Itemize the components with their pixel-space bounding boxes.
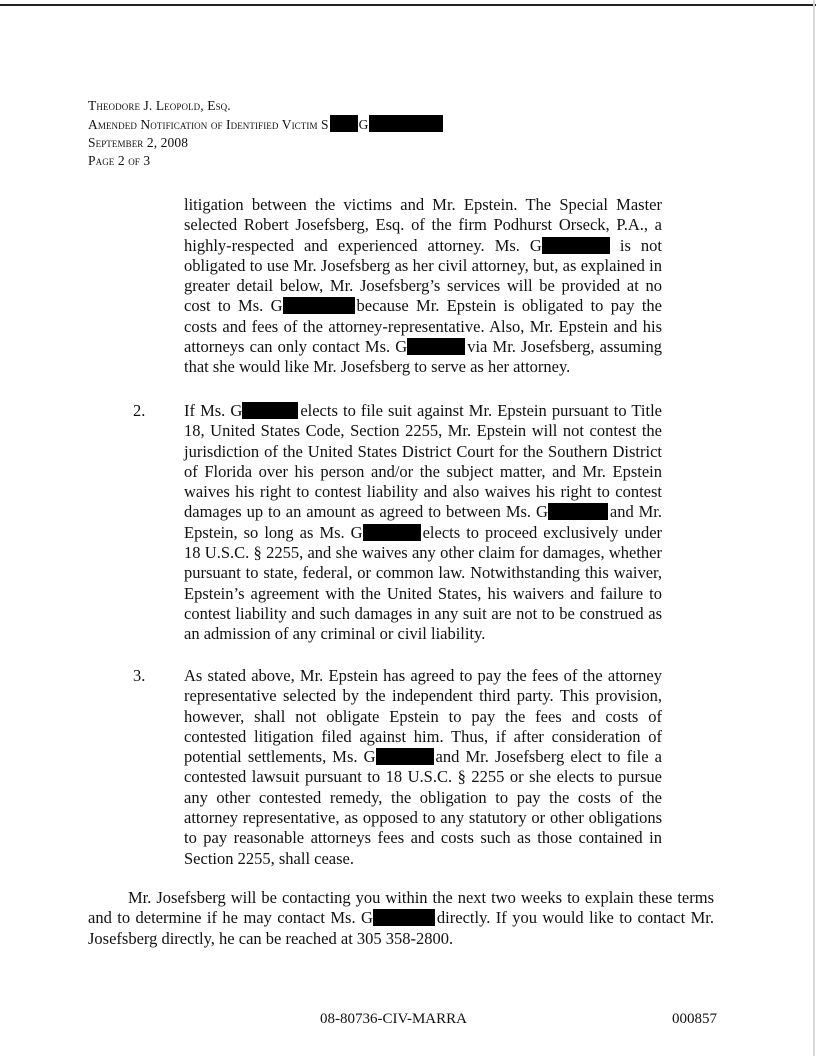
letter-header [88, 97, 443, 170]
redaction-block [283, 297, 355, 314]
numbered-item-2: If Ms. G elects to file suit against Mr. Epstein pursuant to Title 18, United States Code, Section 2255, Mr. Epstein will not contest the jurisdiction of the United States District Court for the Southern District of Florida over his person and/or the subject matter, and Mr. Epstein waives his right to contest liability and also waives his right to contest damages up to an amount as agreed to between Ms. G and Mr. Epstein, so long as Ms. G elects to proceed exclusively under 18 U.S.C. § 2255, and she waives any other claim for damages, whether pursuant to state, federal, or common law. Notwithstanding this waiver, Epstein’s agreement with the United States, his waivers and failure to contest liability and such damages in any suit are not to be construed as an admission of any criminal or civil liability. [184, 401, 663, 644]
item-number: 2. [133, 401, 146, 420]
redaction-block [376, 748, 434, 765]
header-subject: Amended Notification of Identified Victim S G [88, 115, 443, 134]
redaction-block [548, 503, 608, 520]
header-page: Page 2 of 3 [88, 153, 151, 168]
header-date: September 2, 2008 [88, 135, 189, 150]
redaction-block [242, 402, 298, 419]
case-number: 08-80736-CIV-MARRA [320, 1011, 467, 1027]
scan-right-edge [813, 0, 815, 1056]
header-recipient: Theodore J. Leopold, Esq. [88, 98, 231, 113]
item-number: 3. [133, 666, 146, 685]
redaction-block [369, 115, 443, 132]
redaction-block [407, 338, 465, 355]
redaction-block [542, 237, 610, 254]
redaction-block [373, 909, 435, 926]
redaction-block [363, 524, 421, 541]
numbered-item-3: As stated above, Mr. Epstein has agreed to pay the fees of the attorney representative selected by the independent third party. This provision, however, shall not obligate Epstein to pay the fees and costs of contested litigation filed against him. Thus, if after consideration of potential settlements, Ms. G and Mr. Josefsberg elect to file a contested lawsuit pursuant to 18 U.S.C. § 2255 or she elects to pursue any other contested remedy, the obligation to pay the costs of the attorney representative, as opposed to any statutory or other obligations to pay reasonable attorneys fees and costs such as those contained in Section 2255, shall cease. [184, 666, 663, 868]
bates-number: 000857 [672, 1011, 717, 1027]
closing-paragraph: Mr. Josefsberg will be contacting you within the next two weeks to explain these terms and to determine if he may contact Ms. G directly. If you would like to contact Mr. Josefsberg directly, he can be reached at 305 358-2800. [88, 888, 714, 948]
continued-paragraph: litigation between the victims and Mr. Epstein. The Special Master selected Robert Josefsberg, Esq. of the firm Podhurst Orseck, P.A., a highly-respected and experienced attorney. Ms. G is not obligated to use Mr. Josefsberg as her civil attorney, but, as explained in greater detail below, Mr. Josefsberg’s services will be provided at no cost to Ms. G because Mr. Epstein is obligated to pay the costs and fees of the attorney-representative. Also, Mr. Epstein and his attorneys can only contact Ms. G via Mr. Josefsberg, assuming that she would like Mr. Josefsberg to serve as her attorney. [184, 195, 663, 377]
scan-top-border [0, 4, 816, 6]
redaction-block [330, 115, 358, 132]
